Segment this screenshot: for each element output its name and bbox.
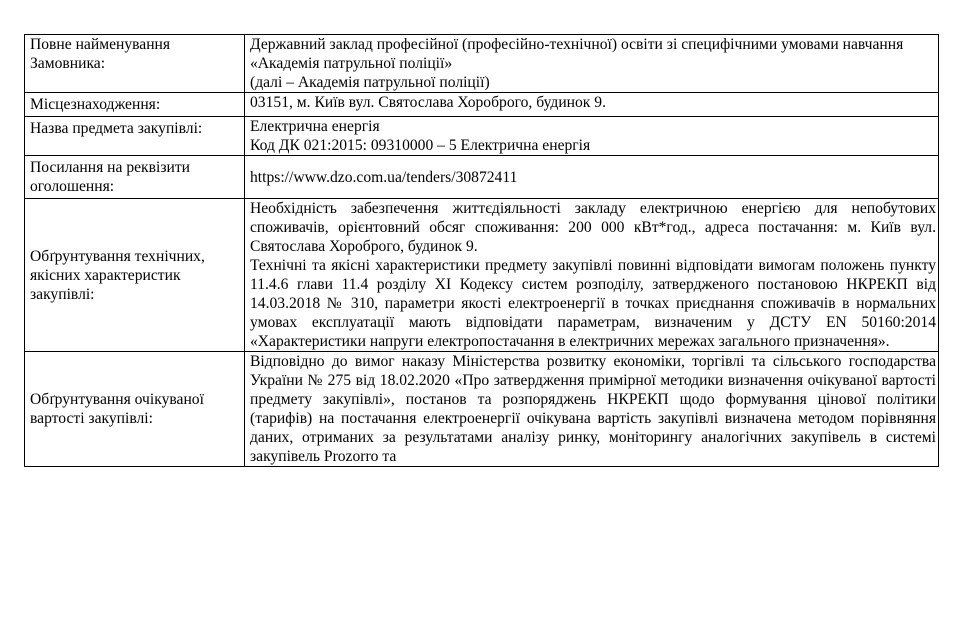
customer-short-name-text: (далі – Академія патрульної поліції) xyxy=(250,74,490,91)
cost-justification-value xyxy=(245,352,939,467)
table-row xyxy=(25,352,939,467)
customer-name-value xyxy=(245,35,939,93)
document-page xyxy=(24,34,938,467)
technical-justification-paragraph-2: Технічні та якісні характеристики предмету закупівлі повинні відповідати вимогам положень пункту 11.4.6 глави 11.4 розділу XI Кодексу систем розподілу, затвердженого постановою НКРЕКП від 14.03.2018 № 310, параметри якості електроенергії в точках приєднання споживачів в нормальних умовах експлуатації мають відповідати параметрам, визначеним у ДСТУ EN 50160:2014 «Характеристики напруги електропостачання в електричних мережах загального призначення». xyxy=(250,257,936,350)
table-row xyxy=(25,117,939,156)
procurement-info-table xyxy=(24,34,939,467)
location-value xyxy=(245,93,939,117)
announcement-link[interactable]: https://www.dzo.com.ua/tenders/30872411 xyxy=(250,168,518,186)
announcement-link-value xyxy=(245,156,939,199)
cost-justification-label: Обґрунтування очікуваної вартості закупівлі: xyxy=(25,352,245,467)
table-row xyxy=(25,93,939,117)
subject-label: Назва предмета закупівлі: xyxy=(25,117,245,156)
location-text: 03151, м. Київ вул. Святослава Хороброго, будинок 9. xyxy=(250,94,606,111)
technical-justification-label: Обґрунтування технічних, якісних характеристик закупівлі: xyxy=(25,199,245,352)
location-label: Місцезнаходження: xyxy=(25,93,245,117)
cost-justification-paragraph-1: Відповідно до вимог наказу Міністерства розвитку економіки, торгівлі та сільського господарства України № 275 від 18.02.2020 «Про затвердження примірної методики визначення очікуваної вартості предмету закупівлі», постанов та розпоряджень НКРЕКП щодо формування цінової політики (тарифів) на постачання електроенергії очікувана вартість закупівлі визначена методом порівняння даних, отриманих за результатами аналізу ринку, моніторингу аналогічних закупівель в системі закупівель Prozorro та xyxy=(250,353,936,465)
subject-code-text: Код ДК 021:2015: 09310000 – 5 Електрична енергія xyxy=(250,137,591,154)
customer-name-text: Державний заклад професійної (професійно-технічної) освіти зі специфічними умовами навчання «Академія патрульної поліції» xyxy=(250,36,904,72)
table-row xyxy=(25,156,939,199)
subject-value xyxy=(245,117,939,156)
technical-justification-paragraph-1: Необхідність забезпечення життєдіяльності закладу електричною енергією для непобутових споживачів, орієнтовний обсяг споживання: 200 000 кВт*год., адреса постачання: м. Київ вул. Святослава Хороброго, будинок 9. xyxy=(250,200,936,255)
table-row xyxy=(25,35,939,93)
announcement-link-label: Посилання на реквізити оголошення: xyxy=(25,156,245,199)
customer-name-label: Повне найменування Замовника: xyxy=(25,35,245,93)
subject-name-text: Електрична енергія xyxy=(250,118,380,135)
technical-justification-value xyxy=(245,199,939,352)
table-row xyxy=(25,199,939,352)
